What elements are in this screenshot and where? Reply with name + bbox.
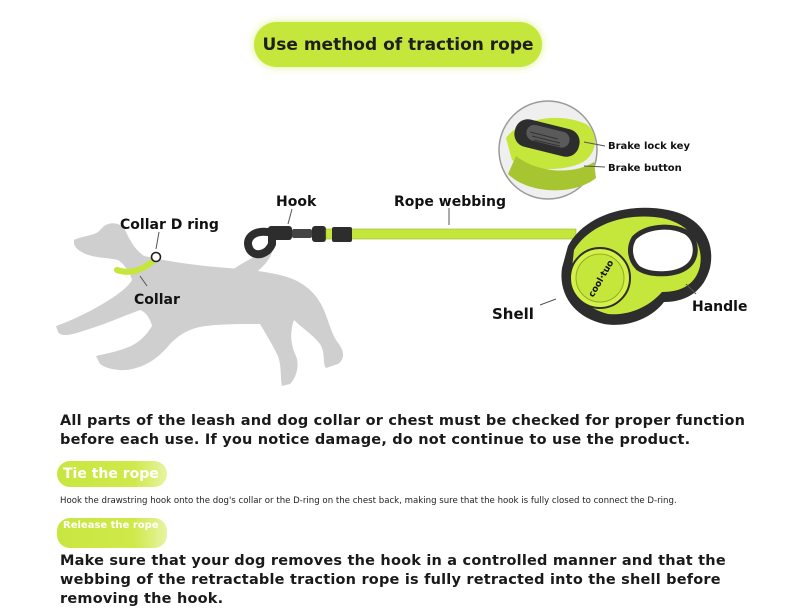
brake-button-label: Brake button [608,163,682,174]
handle-label: Handle [692,299,748,315]
collar-label: Collar [134,292,180,308]
brake-detail-zoom [499,101,597,199]
retractable-device [561,208,711,325]
brand-logo: cool·tuo [587,258,617,300]
page-title: Use method of traction rope [254,22,542,67]
final-note: Make sure that your dog removes the hook in a controlled manner and that the webbing of the retractable traction rope is fully retracted into the shell before removing the hook. [60,553,726,607]
hook-icon [248,226,326,254]
rope-webbing [326,229,576,239]
hook-label: Hook [276,194,317,210]
collar-d-ring [152,253,161,262]
safety-notice: All parts of the leash and dog collar or chest must be checked for proper function before each use. If you notice damage, do not continue to use the product. [60,413,746,448]
rope-webbing-label: Rope webbing [394,194,507,210]
brake-lock-key-label: Brake lock key [608,141,690,152]
step-tie-rope-description: Hook the drawstring hook onto the dog's collar or the D-ring on the chest back, making sure that the hook is fully closed to connect the D-ring. [60,496,677,506]
shell-label: Shell [492,305,534,323]
step-release-rope-badge: Release the rope [57,518,167,548]
dog-silhouette [56,223,343,386]
step-tie-rope-badge: Tie the rope [57,461,167,487]
collar-d-ring-label: Collar D ring [120,217,219,233]
